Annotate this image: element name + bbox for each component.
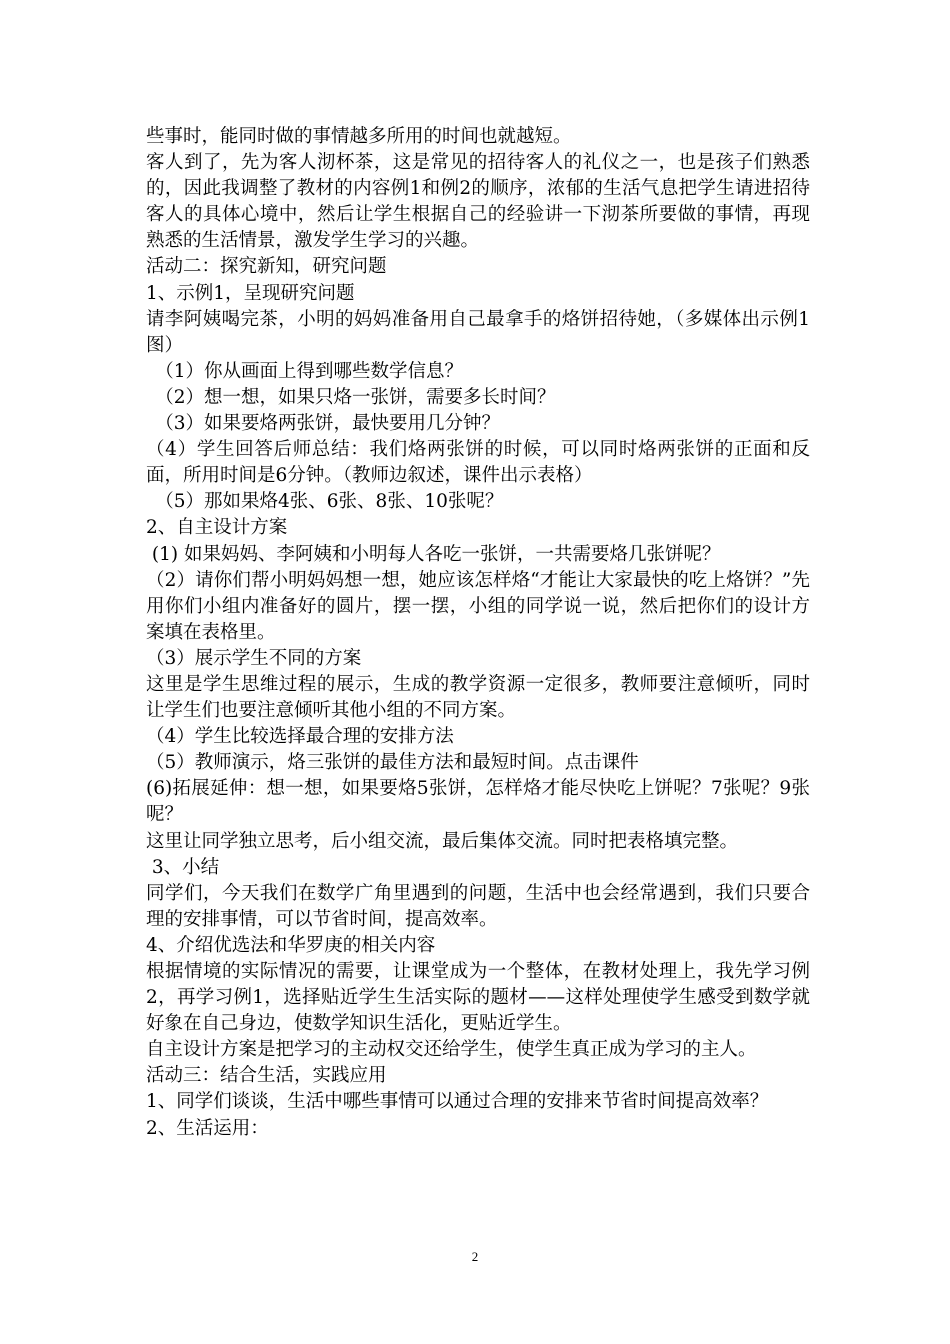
list-item: 2、生活运用： — [146, 1117, 269, 1139]
subheading-example-1: 1、示例1，呈现研究问题 — [146, 282, 355, 304]
paragraph: 些事时，能同时做的事情越多所用的时间也就越短。 — [146, 126, 572, 147]
page-number: 2 — [471, 1249, 479, 1264]
subheading-summary: 3、小结 — [146, 856, 220, 878]
subheading-design-plan: 2、自主设计方案 — [146, 517, 288, 539]
list-item: 1、同学们谈谈，生活中哪些事情可以通过合理的安排来节省时间提高效率？ — [146, 1091, 769, 1113]
list-item: （2）请你们帮小明妈妈想一想，她应该怎样烙“才能让大家最快的吃上烙饼？”先用你们小组内准备好的圆片，摆一摆，小组的同学说一说，然后把你们的设计方案填在表格里。 — [146, 569, 810, 643]
list-item: （3）展示学生不同的方案 — [146, 647, 362, 669]
list-item: （5）教师演示，烙三张饼的最佳方法和最短时间。点击课件 — [146, 752, 639, 774]
list-item: (6)拓展延伸：想一想，如果要烙5张饼，怎样烙才能尽快吃上饼呢？7张呢？9张呢？ — [146, 778, 810, 826]
list-item: （4）学生回答后师总结：我们烙两张饼的时候，可以同时烙两张饼的正面和反面，所用时间是6分钟。（教师边叙述，课件出示表格） — [146, 439, 810, 487]
body-text — [146, 124, 810, 1142]
paragraph: 这里让同学独立思考，后小组交流，最后集体交流。同时把表格填完整。 — [146, 830, 739, 852]
heading-activity-2: 活动二：探究新知，研究问题 — [146, 256, 387, 278]
subheading-optimization: 4、介绍优选法和华罗庚的相关内容 — [146, 934, 436, 956]
list-item: （5）那如果烙4张、6张、8张、10张呢？ — [146, 491, 504, 513]
paragraph: 同学们，今天我们在数学广角里遇到的问题，生活中也会经常遇到，我们只要合理的安排事情，可以节省时间，提高效率。 — [146, 882, 810, 930]
paragraph: 自主设计方案是把学习的主动权交还给学生，使学生真正成为学习的主人。 — [146, 1039, 757, 1061]
list-item: (1) 如果妈妈、李阿姨和小明每人各吃一张饼，一共需要烙几张饼呢？ — [146, 543, 721, 565]
heading-activity-3: 活动三：结合生活，实践应用 — [146, 1065, 387, 1087]
paragraph: 请李阿姨喝完茶，小明的妈妈准备用自己最拿手的烙饼招待她，（多媒体出示例1图） — [146, 308, 810, 356]
list-item: （2）想一想，如果只烙一张饼，需要多长时间？ — [146, 386, 556, 408]
list-item: （3）如果要烙两张饼，最快要用几分钟？ — [146, 413, 501, 435]
paragraph: 这里是学生思维过程的展示，生成的教学资源一定很多，教师要注意倾听，同时让学生们也要注意倾听其他小组的不同方案。 — [146, 673, 810, 722]
paragraph: 根据情境的实际情况的需要，让课堂成为一个整体，在教材处理上，我先学习例2，再学习例1，选择贴近学生生活实际的题材——这样处理使学生感受到数学就好象在自己身边，使数学知识生活化，更贴近学生。 — [146, 961, 810, 1035]
list-item: （1）你从画面上得到哪些数学信息？ — [146, 360, 464, 382]
list-item: （4）学生比较选择最合理的安排方法 — [146, 726, 454, 748]
paragraph: 客人到了，先为客人沏杯茶，这是常见的招待客人的礼仪之一，也是孩子们熟悉的，因此我调整了教材的内容例1和例2的顺序，浓郁的生活气息把学生请进招待客人的具体心境中，然后让学生根据自己的经验讲一下沏茶所要做的事情，再现熟悉的生活情景，激发学生学习的兴趣。 — [146, 152, 810, 252]
